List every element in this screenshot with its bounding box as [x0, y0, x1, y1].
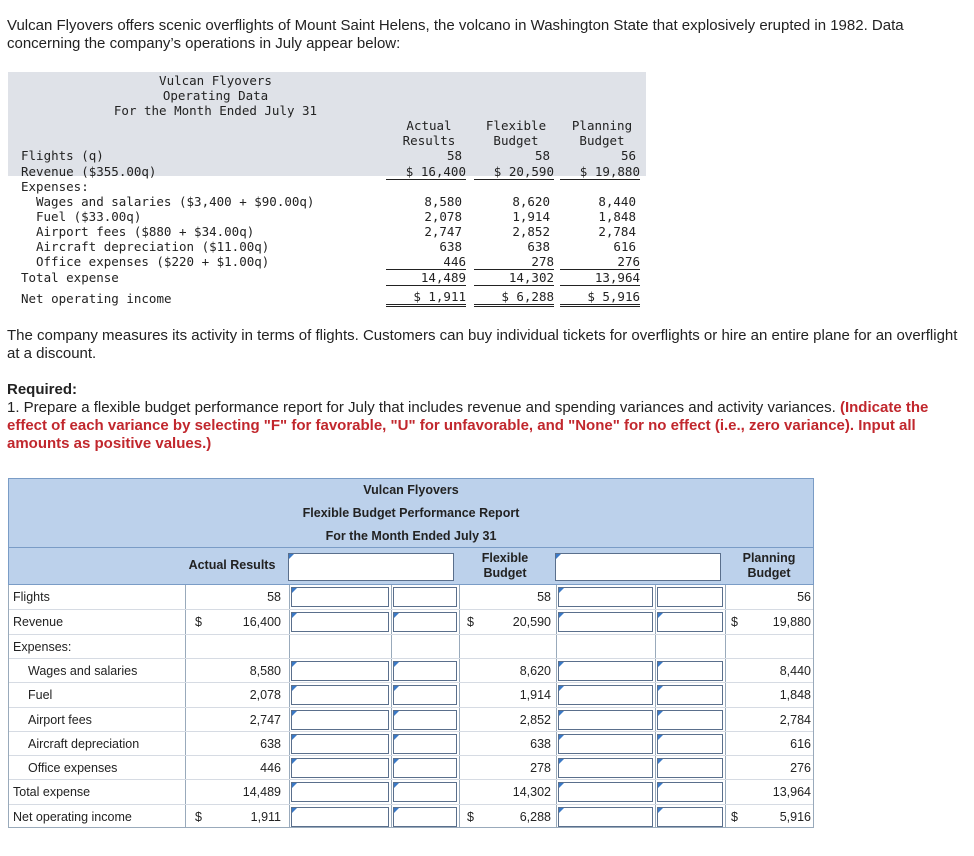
variance-input-3[interactable] [558, 758, 653, 778]
opdata-col-actual-1: Actual [406, 118, 452, 133]
opdata-label-depreciation: Aircraft depreciation ($11.00q) [36, 239, 270, 254]
input-marker-icon [292, 759, 297, 764]
variance-input-2[interactable] [393, 685, 457, 705]
opdata-col-plan-2: Budget [579, 133, 625, 148]
variance-input-4[interactable] [657, 710, 723, 730]
flexible-budget-value: 2,852 [519, 712, 551, 727]
variance-input-3[interactable] [558, 710, 653, 730]
input-marker-icon [394, 759, 399, 764]
opdata-depreciation-plan: 616 [613, 239, 636, 254]
variance-input-2[interactable] [393, 734, 457, 754]
input-marker-icon [292, 662, 297, 667]
opdata-label-wages: Wages and salaries ($3,400 + $90.00q) [36, 194, 315, 209]
planning-budget-value: 8,440 [779, 663, 811, 678]
planning-budget-value: 2,784 [779, 712, 811, 727]
row-label: Aircraft depreciation [28, 736, 140, 751]
variance-input-2[interactable] [393, 661, 457, 681]
variance-input-3[interactable] [558, 661, 653, 681]
input-marker-icon [658, 759, 663, 764]
variance-input-2[interactable] [393, 758, 457, 778]
opdata-flights-actual: 58 [446, 148, 462, 163]
opdata-label-total-expense: Total expense [21, 270, 119, 285]
input-marker-icon [559, 783, 564, 788]
opdata-label-noi: Net operating income [21, 291, 172, 306]
row-label: Fuel [28, 688, 53, 703]
variance-input-1[interactable] [291, 782, 389, 802]
opdata-title-period: For the Month Ended July 31 [113, 103, 318, 118]
planning-budget-value: 616 [790, 736, 811, 751]
table-row [9, 731, 813, 755]
opdata-col-flex-1: Flexible [485, 118, 547, 133]
input-marker-icon [292, 808, 297, 813]
opdata-noi-actual: $ 1,911 [386, 289, 466, 307]
dollar-sign-actual: $ [195, 809, 202, 824]
variance-input-2[interactable] [393, 710, 457, 730]
table-row [9, 804, 813, 828]
input-marker-icon [559, 662, 564, 667]
flexible-budget-value: 278 [530, 761, 551, 776]
opdata-label-fuel: Fuel ($33.00q) [36, 209, 142, 224]
flexible-budget-value: 58 [537, 590, 551, 604]
opdata-noi-flex: $ 6,288 [474, 289, 554, 307]
variance-input-4[interactable] [657, 587, 723, 607]
variance-input-2[interactable] [393, 587, 457, 607]
opdata-total-flex: 14,302 [474, 270, 554, 286]
flexible-budget-value: 1,914 [519, 688, 551, 703]
col-header-input-1[interactable] [288, 553, 454, 581]
performance-report-table [8, 478, 814, 828]
opdata-fuel-flex: 1,914 [512, 209, 550, 224]
variance-input-1[interactable] [291, 685, 389, 705]
actual-value: 1,911 [250, 809, 281, 824]
input-marker-icon [559, 613, 564, 618]
opdata-col-flex-2: Budget [493, 133, 539, 148]
opdata-total-actual: 14,489 [386, 270, 466, 286]
variance-input-1[interactable] [291, 612, 389, 632]
required-instructions [7, 399, 962, 453]
input-marker-icon [394, 613, 399, 618]
opdata-airport-plan: 2,784 [598, 224, 636, 239]
opdata-office-flex: 278 [474, 254, 554, 270]
table-row [9, 634, 813, 658]
input-marker-icon [658, 711, 663, 716]
opdata-flights-plan: 56 [620, 148, 636, 163]
variance-input-4[interactable] [657, 734, 723, 754]
opdata-office-plan: 276 [560, 254, 640, 270]
opdata-total-plan: 13,964 [560, 270, 640, 286]
actual-value: 638 [260, 736, 281, 751]
opdata-label-airport: Airport fees ($880 + $34.00q) [36, 224, 255, 239]
row-label: Net operating income [13, 809, 132, 824]
opdata-label-revenue: Revenue ($355.00q) [21, 164, 157, 179]
opdata-wages-plan: 8,440 [598, 194, 636, 209]
variance-input-2[interactable] [393, 782, 457, 802]
table-row [9, 658, 813, 682]
input-marker-icon [394, 686, 399, 691]
row-label: Airport fees [28, 712, 92, 727]
table-row [9, 682, 813, 706]
required-text: 1. Prepare a flexible budget performance report for July that includes revenue and spending variances and activity variances. [7, 399, 840, 416]
variance-input-3[interactable] [558, 782, 653, 802]
input-marker-icon [658, 662, 663, 667]
row-label: Total expense [13, 785, 91, 800]
input-marker-icon [559, 759, 564, 764]
variance-input-4[interactable] [657, 758, 723, 778]
row-label: Office expenses [28, 761, 118, 776]
input-marker-icon [289, 554, 294, 559]
col-header-input-2[interactable] [555, 553, 721, 581]
variance-input-1[interactable] [291, 587, 389, 607]
opdata-revenue-actual: $ 16,400 [386, 164, 466, 180]
variance-input-4[interactable] [657, 782, 723, 802]
row-label: Flights [13, 590, 50, 604]
opdata-label-office: Office expenses ($220 + $1.00q) [36, 254, 270, 269]
required-note: (Indicate the effect of each variance by selecting "F" for favorable, "U" for unfavorable, and "None" for no effect (i.e., zero variance). Input all amounts as positive values.) [7, 399, 929, 452]
variance-input-4[interactable] [657, 661, 723, 681]
dollar-sign-actual: $ [195, 615, 202, 630]
planning-budget-value: 13,964 [772, 785, 811, 800]
input-marker-icon [394, 711, 399, 716]
row-label: Revenue [13, 615, 64, 630]
report-title-company: Vulcan Flyovers [363, 483, 459, 497]
intro-paragraph: Vulcan Flyovers offers scenic overflights of Mount Saint Helens, the volcano in Washington State that explosively erupted in 1982. Data concerning the company’s operations in July appear below: [7, 17, 904, 52]
input-marker-icon [658, 613, 663, 618]
row-label: Wages and salaries [28, 663, 138, 678]
input-marker-icon [292, 588, 297, 593]
opdata-noi-plan: $ 5,916 [560, 289, 640, 307]
opdata-label-expenses: Expenses: [21, 179, 89, 194]
variance-input-3[interactable] [558, 734, 653, 754]
opdata-flights-flex: 58 [534, 148, 550, 163]
input-marker-icon [292, 735, 297, 740]
flexible-budget-value: 6,288 [519, 809, 551, 824]
flexible-budget-value: 14,302 [512, 785, 551, 800]
variance-input-1[interactable] [291, 661, 389, 681]
variance-input-3[interactable] [558, 685, 653, 705]
row-label: Expenses: [13, 639, 72, 654]
report-title-name: Flexible Budget Performance Report [302, 506, 520, 520]
operating-data-table [8, 72, 646, 310]
variance-input-1[interactable] [291, 710, 389, 730]
report-rows [8, 585, 814, 828]
table-row [9, 585, 813, 609]
planning-budget-value: 19,880 [772, 615, 811, 630]
opdata-wages-actual: 8,580 [424, 194, 462, 209]
col-flexible-budget-2: Budget [483, 566, 527, 580]
input-marker-icon [394, 808, 399, 813]
flexible-budget-value: 638 [530, 736, 551, 751]
variance-input-4[interactable] [657, 612, 723, 632]
flexible-budget-value: 20,590 [512, 615, 551, 630]
planning-budget-value: 1,848 [779, 688, 811, 703]
variance-input-4[interactable] [657, 685, 723, 705]
opdata-col-plan-1: Planning [571, 118, 633, 133]
opdata-revenue-plan: $ 19,880 [560, 164, 640, 180]
input-marker-icon [658, 735, 663, 740]
input-marker-icon [658, 686, 663, 691]
variance-input-2[interactable] [393, 612, 457, 632]
input-marker-icon [559, 711, 564, 716]
input-marker-icon [394, 783, 399, 788]
input-marker-icon [556, 554, 561, 559]
variance-input-2[interactable] [393, 807, 457, 827]
variance-input-3[interactable] [558, 612, 653, 632]
dollar-sign-flex: $ [467, 615, 474, 630]
table-row [9, 609, 813, 633]
actual-value: 58 [267, 590, 281, 604]
variance-input-1[interactable] [291, 734, 389, 754]
opdata-revenue-flex: $ 20,590 [474, 164, 554, 180]
col-actual-results: Actual Results [188, 558, 276, 572]
input-marker-icon [559, 735, 564, 740]
opdata-title-company: Vulcan Flyovers [159, 73, 272, 88]
input-marker-icon [292, 711, 297, 716]
actual-value: 16,400 [242, 615, 281, 630]
input-marker-icon [292, 613, 297, 618]
variance-input-3[interactable] [558, 807, 653, 827]
variance-input-1[interactable] [291, 758, 389, 778]
variance-input-3[interactable] [558, 587, 653, 607]
opdata-depreciation-actual: 638 [439, 239, 462, 254]
input-marker-icon [394, 735, 399, 740]
opdata-col-actual-2: Results [402, 133, 456, 148]
input-marker-icon [292, 783, 297, 788]
input-marker-icon [292, 686, 297, 691]
report-title-period: For the Month Ended July 31 [325, 529, 497, 543]
input-marker-icon [394, 662, 399, 667]
activity-paragraph: The company measures its activity in terms of flights. Customers can buy individual tickets for overflights or hire an entire plane for an overflight at a discount. [7, 327, 958, 362]
planning-budget-value: 276 [790, 761, 811, 776]
opdata-fuel-actual: 2,078 [424, 209, 462, 224]
col-planning-budget-1: Planning [742, 551, 796, 565]
variance-input-1[interactable] [291, 807, 389, 827]
dollar-sign-plan: $ [731, 615, 738, 630]
input-marker-icon [559, 588, 564, 593]
opdata-wages-flex: 8,620 [512, 194, 550, 209]
table-row [9, 707, 813, 731]
planning-budget-value: 5,916 [779, 809, 811, 824]
dollar-sign-flex: $ [467, 809, 474, 824]
flexible-budget-value: 8,620 [519, 663, 551, 678]
opdata-title-report: Operating Data [162, 88, 269, 103]
opdata-fuel-plan: 1,848 [598, 209, 636, 224]
col-flexible-budget-1: Flexible [481, 551, 529, 565]
actual-value: 8,580 [249, 663, 281, 678]
variance-input-4[interactable] [657, 807, 723, 827]
actual-value: 2,078 [249, 688, 281, 703]
dollar-sign-plan: $ [731, 809, 738, 824]
input-marker-icon [658, 808, 663, 813]
input-marker-icon [559, 808, 564, 813]
opdata-label-flights: Flights (q) [21, 148, 104, 163]
opdata-depreciation-flex: 638 [527, 239, 550, 254]
opdata-office-actual: 446 [386, 254, 466, 270]
planning-budget-value: 56 [797, 590, 811, 604]
opdata-airport-flex: 2,852 [512, 224, 550, 239]
actual-value: 446 [260, 761, 281, 776]
actual-value: 2,747 [249, 712, 281, 727]
table-row [9, 779, 813, 803]
actual-value: 14,489 [242, 785, 281, 800]
opdata-airport-actual: 2,747 [424, 224, 462, 239]
required-heading: Required: [7, 381, 78, 398]
col-planning-budget-2: Budget [747, 566, 791, 580]
input-marker-icon [658, 783, 663, 788]
table-row [9, 755, 813, 779]
input-marker-icon [559, 686, 564, 691]
